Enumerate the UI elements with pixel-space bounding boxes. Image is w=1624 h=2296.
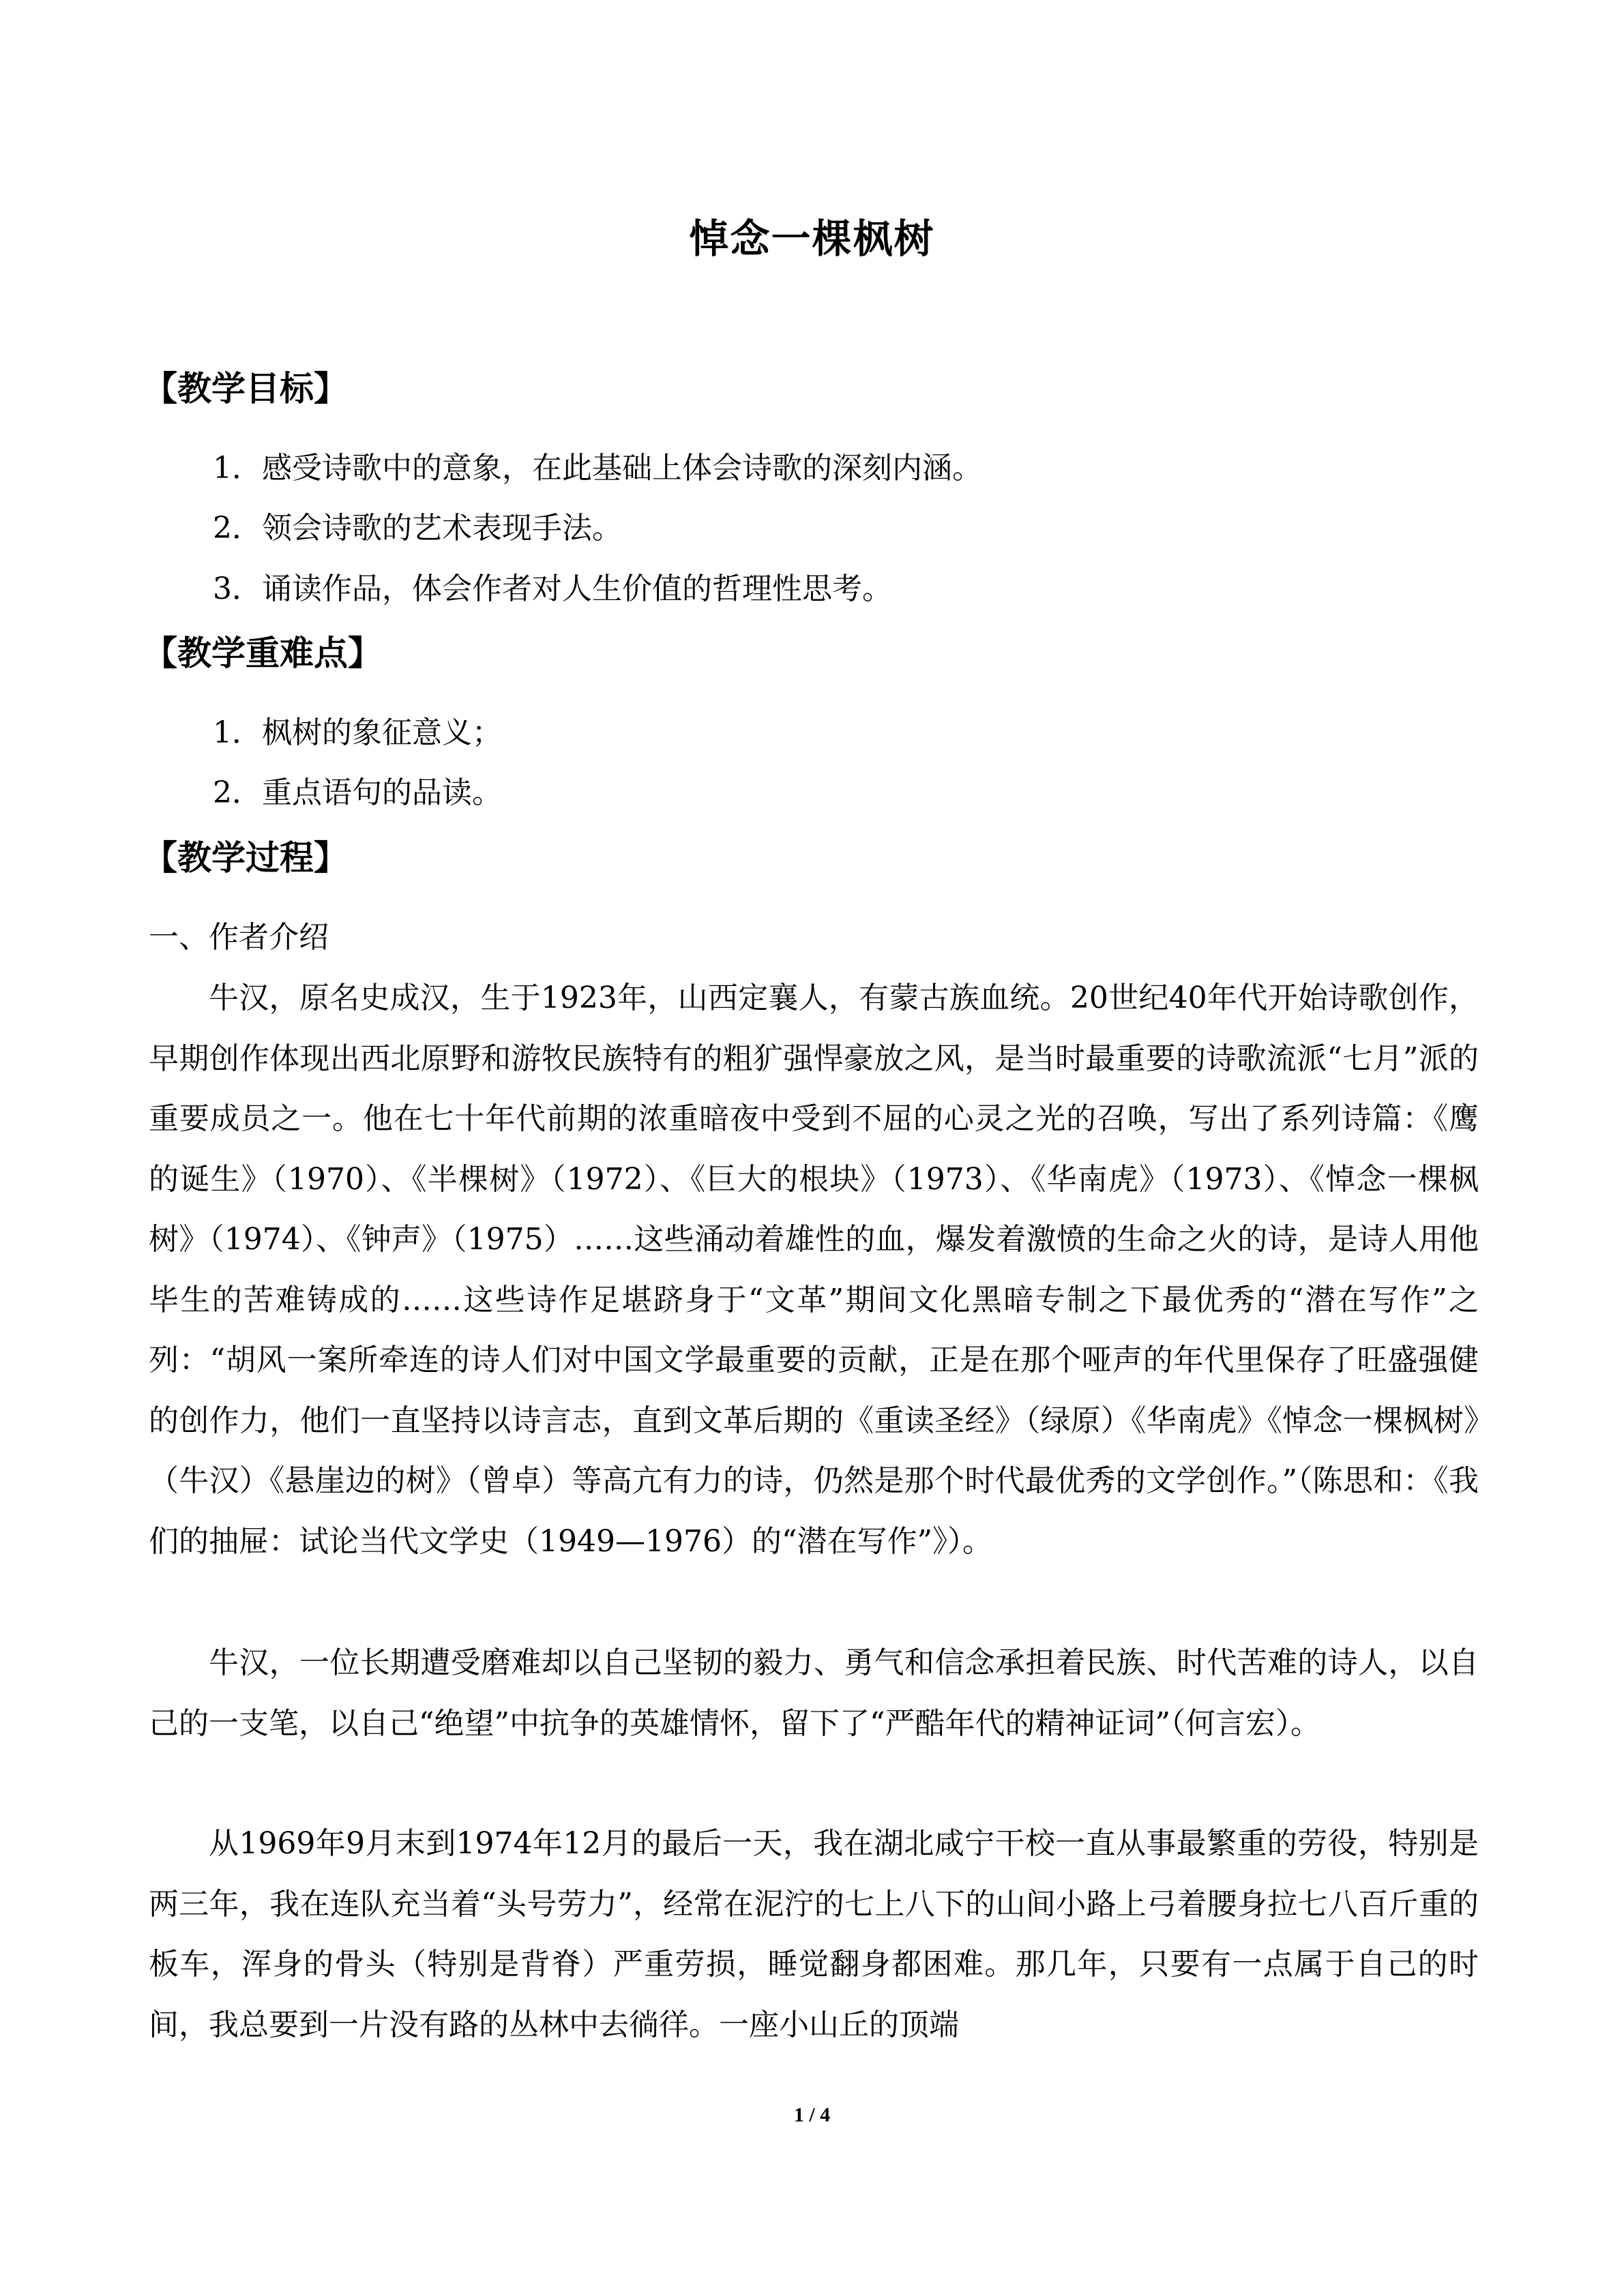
section-heading-objectives: 【教学目标】 [143, 368, 348, 408]
key-point-item-1: 1．枫树的象征意义； [213, 715, 502, 750]
objective-item-1: 1．感受诗歌中的意象，在此基础上体会诗歌的深刻内涵。 [213, 451, 982, 486]
paragraph-author-intro: 牛汉，原名史成汉，生于1923年，山西定襄人，有蒙古族血统。20世纪40年代开始诗歌创作，早期创作体现出西北原野和游牧民族特有的粗犷强悍豪放之风，是当时最重要的诗歌流派“七月”派的重要成员之一。他在七十年代前期的浓重暗夜中受到不屈的心灵之光的召唤，写出了系列诗篇：《鹰的诞生》（1970）、《半棵树》（1972）、《巨大的根块》（1973）、《华南虎》（1973）、《悼念一棵枫树》（1974）、《钟声》（1975）……这些涌动着雄性的血，爆发着激愤的生命之火的诗，是诗人用他毕生的苦难铸成的……这些诗作足堪跻身于“文革”期间文化黑暗专制之下最优秀的“潜在写作”之列：“胡风一案所牵连的诗人们对中国文学最重要的贡献，正是在那个哑声的年代里保存了旺盛强健的创作力，他们一直坚持以诗言志，直到文革后期的《重读圣经》（绿原）《华南虎》《悼念一棵枫树》（牛汉）《悬崖边的树》（曾卓）等高亢有力的诗，仍然是那个时代最优秀的文学创作。”（陈思和：《我们的抽屉：试论当代文学史（1949—1976）的“潜在写作”》）。 [149, 981, 1479, 1559]
objective-item-2: 2．领会诗歌的艺术表现手法。 [213, 511, 622, 546]
section-heading-process: 【教学过程】 [143, 837, 348, 878]
paragraph-author-recollection: 从1969年9月末到1974年12月的最后一天，我在湖北咸宁干校一直从事最繁重的劳役，特别是两三年，我在连队充当着“头号劳力”，经常在泥泞的七上八下的山间小路上弓着腰身拉七八百斤重的板车，浑身的骨头（特别是背脊）严重劳损，睡觉翻身都困难。那几年，只要有一点属于自己的时间，我总要到一片没有路的丛林中去徜徉。一座小山丘的顶端 [149, 1826, 1479, 2042]
page-number: 1 / 4 [793, 2104, 831, 2126]
key-point-item-2: 2．重点语句的品读。 [213, 775, 502, 810]
process-subheading-author: 一、作者介绍 [149, 920, 329, 955]
document-title: 悼念一棵枫树 [689, 215, 935, 262]
section-heading-key-points: 【教学重难点】 [143, 633, 382, 673]
objective-item-3: 3．诵读作品，体会作者对人生价值的哲理性思考。 [213, 571, 892, 606]
paragraph-author-evaluation: 牛汉，一位长期遭受磨难却以自己坚韧的毅力、勇气和信念承担着民族、时代苦难的诗人，以自己的一支笔，以自己“绝望”中抗争的英雄情怀，留下了“严酷年代的精神证词”（何言宏）。 [149, 1645, 1479, 1741]
